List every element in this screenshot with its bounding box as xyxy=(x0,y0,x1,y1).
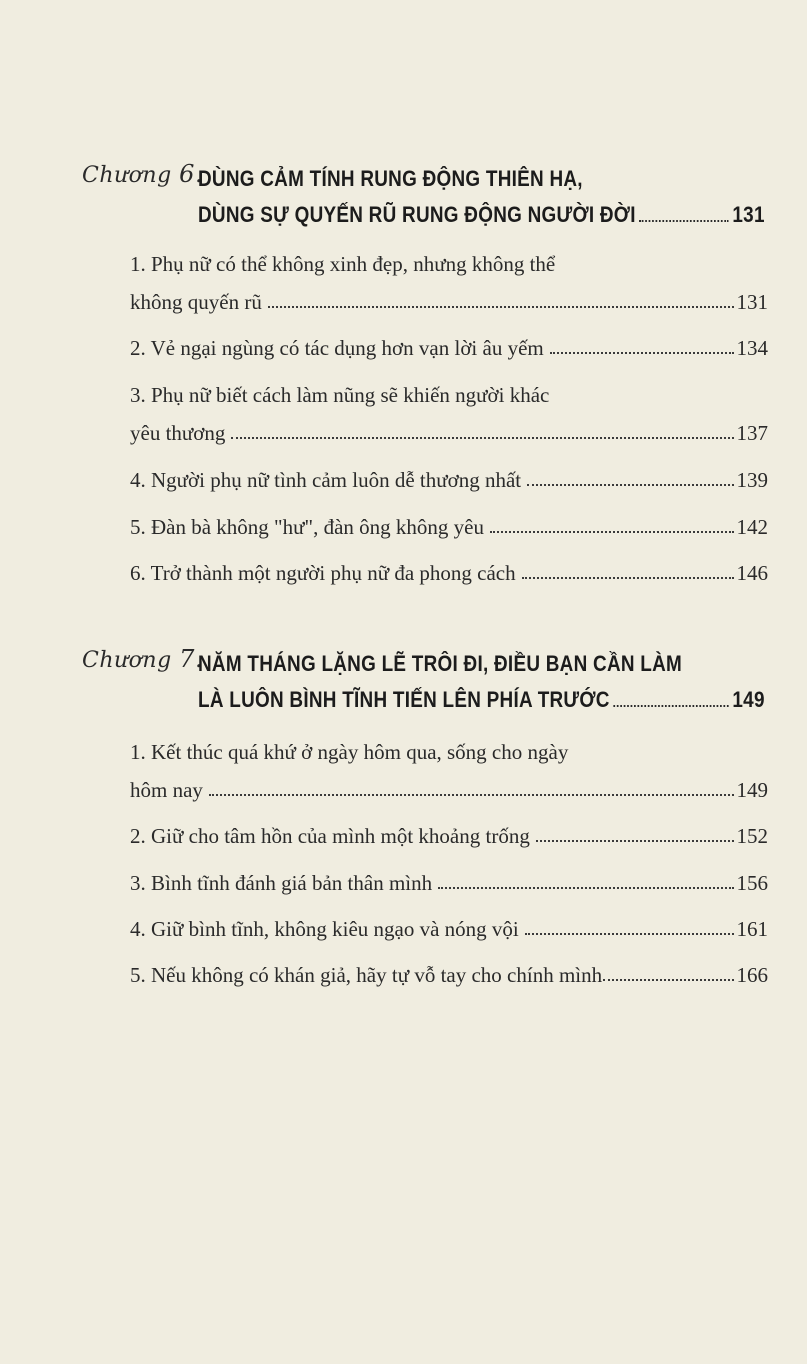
ch6-entry-1-row1 xyxy=(130,247,768,277)
chapter-7-number: 7. xyxy=(179,645,204,673)
ch7-entry-1-dots xyxy=(209,794,734,796)
chapter-7-title-line2 xyxy=(198,679,765,713)
ch6-entry-1-row2 xyxy=(130,285,768,315)
ch6-entry-3-text1: 3. Phụ nữ biết cách làm nũng sẽ khiến người khác xyxy=(130,383,550,407)
ch7-entry-4-page: 161 xyxy=(736,917,768,941)
chapter-6-label xyxy=(82,160,203,188)
ch6-entry-3 xyxy=(130,378,768,446)
ch7-entry-3-dots xyxy=(438,887,733,889)
ch6-entry-4-page: 139 xyxy=(736,468,768,492)
ch7-entry-3-page: 156 xyxy=(736,871,768,895)
ch6-entry-2 xyxy=(130,331,768,361)
chapter-7-label xyxy=(82,645,203,673)
chapter-6-number: 6. xyxy=(179,160,204,188)
ch6-entry-1-text2: không quyến rũ xyxy=(130,290,262,314)
ch7-entry-5-text: 5. Nếu không có khán giả, hãy tự vỗ tay cho chính mình xyxy=(130,963,603,987)
ch7-entry-1-row1 xyxy=(130,735,768,765)
ch7-entry-3 xyxy=(130,866,768,896)
chapter-7-leader xyxy=(613,705,729,707)
ch6-entry-6-page: 146 xyxy=(736,561,768,585)
ch6-entry-1-page: 131 xyxy=(736,290,768,314)
chapter-7-title-2: LÀ LUÔN BÌNH TĨNH TIẾN LÊN PHÍA TRƯỚC xyxy=(198,687,610,712)
ch6-entry-3-row1 xyxy=(130,378,768,408)
ch6-entry-5-page: 142 xyxy=(736,515,768,539)
ch7-entry-4 xyxy=(130,912,768,942)
ch7-entry-2-text: 2. Giữ cho tâm hồn của mình một khoảng trống xyxy=(130,824,530,848)
ch7-entry-5-dots xyxy=(603,979,733,981)
ch6-entry-2-text: 2. Vẻ ngại ngùng có tác dụng hơn vạn lời âu yếm xyxy=(130,336,544,360)
ch7-entry-1-text2: hôm nay xyxy=(130,778,203,802)
ch7-entry-1-row2 xyxy=(130,773,768,803)
ch7-entry-2-page: 152 xyxy=(736,824,768,848)
chapter-6-leader xyxy=(639,220,729,222)
ch6-entry-6-dots xyxy=(522,577,734,579)
ch6-entry-2-page: 134 xyxy=(736,336,768,360)
ch7-entry-5-row xyxy=(130,958,768,988)
ch6-entry-2-dots xyxy=(550,352,734,354)
ch7-entry-1-page: 149 xyxy=(736,778,768,802)
ch6-entry-6 xyxy=(130,556,768,586)
ch6-entry-1 xyxy=(130,247,768,315)
ch6-entry-6-row xyxy=(130,556,768,586)
chapter-7-page: 149 xyxy=(732,687,765,712)
chapter-6-title-1: DÙNG CẢM TÍNH RUNG ĐỘNG THIÊN HẠ, xyxy=(198,166,583,191)
ch7-entry-4-dots xyxy=(525,933,734,935)
ch6-entry-5-row xyxy=(130,510,768,540)
ch6-entry-1-dots xyxy=(268,306,734,308)
chapter-7-title-1: NĂM THÁNG LẶNG LẼ TRÔI ĐI, ĐIỀU BẠN CẦN LÀM xyxy=(198,651,683,676)
chapter-6-title-line2 xyxy=(198,194,765,228)
ch7-entry-5 xyxy=(130,958,768,988)
ch6-entry-4-text: 4. Người phụ nữ tình cảm luôn dễ thương nhất xyxy=(130,468,522,492)
ch7-entry-5-page: 166 xyxy=(736,963,768,987)
chapter-7-title-line1 xyxy=(198,643,682,677)
ch7-entry-1 xyxy=(130,735,768,803)
ch6-entry-5-text: 5. Đàn bà không "hư", đàn ông không yêu xyxy=(130,515,484,539)
chapter-6-title-line1 xyxy=(198,158,583,192)
ch7-entry-3-text: 3. Bình tĩnh đánh giá bản thân mình xyxy=(130,871,433,895)
ch7-entry-1-text1: 1. Kết thúc quá khứ ở ngày hôm qua, sống cho ngày xyxy=(130,740,569,764)
ch7-entry-4-text: 4. Giữ bình tĩnh, không kiêu ngạo và nóng vội xyxy=(130,917,519,941)
ch6-entry-4 xyxy=(130,463,768,493)
ch7-entry-2-row xyxy=(130,819,768,849)
chapter-6-word: Chương xyxy=(82,163,172,188)
ch7-entry-4-row xyxy=(130,912,768,942)
ch7-entry-2-dots xyxy=(536,840,734,842)
ch6-entry-3-dots xyxy=(231,437,733,439)
ch6-entry-3-row2 xyxy=(130,416,768,446)
ch7-entry-3-row xyxy=(130,866,768,896)
ch6-entry-4-row xyxy=(130,463,768,493)
ch6-entry-4-dots xyxy=(527,484,733,486)
chapter-6-page: 131 xyxy=(732,202,765,227)
ch6-entry-5-dots xyxy=(490,531,734,533)
chapter-6-title-2: DÙNG SỰ QUYẾN RŨ RUNG ĐỘNG NGƯỜI ĐỜI xyxy=(198,202,636,227)
ch6-entry-1-text1: 1. Phụ nữ có thể không xinh đẹp, nhưng không thể xyxy=(130,252,556,276)
ch6-entry-3-page: 137 xyxy=(736,421,768,445)
ch6-entry-5 xyxy=(130,510,768,540)
ch6-entry-3-text2: yêu thương xyxy=(130,421,226,445)
chapter-7-word: Chương xyxy=(82,648,172,673)
ch7-entry-2 xyxy=(130,819,768,849)
ch6-entry-6-text: 6. Trở thành một người phụ nữ đa phong cách xyxy=(130,561,516,585)
ch6-entry-2-row xyxy=(130,331,768,361)
